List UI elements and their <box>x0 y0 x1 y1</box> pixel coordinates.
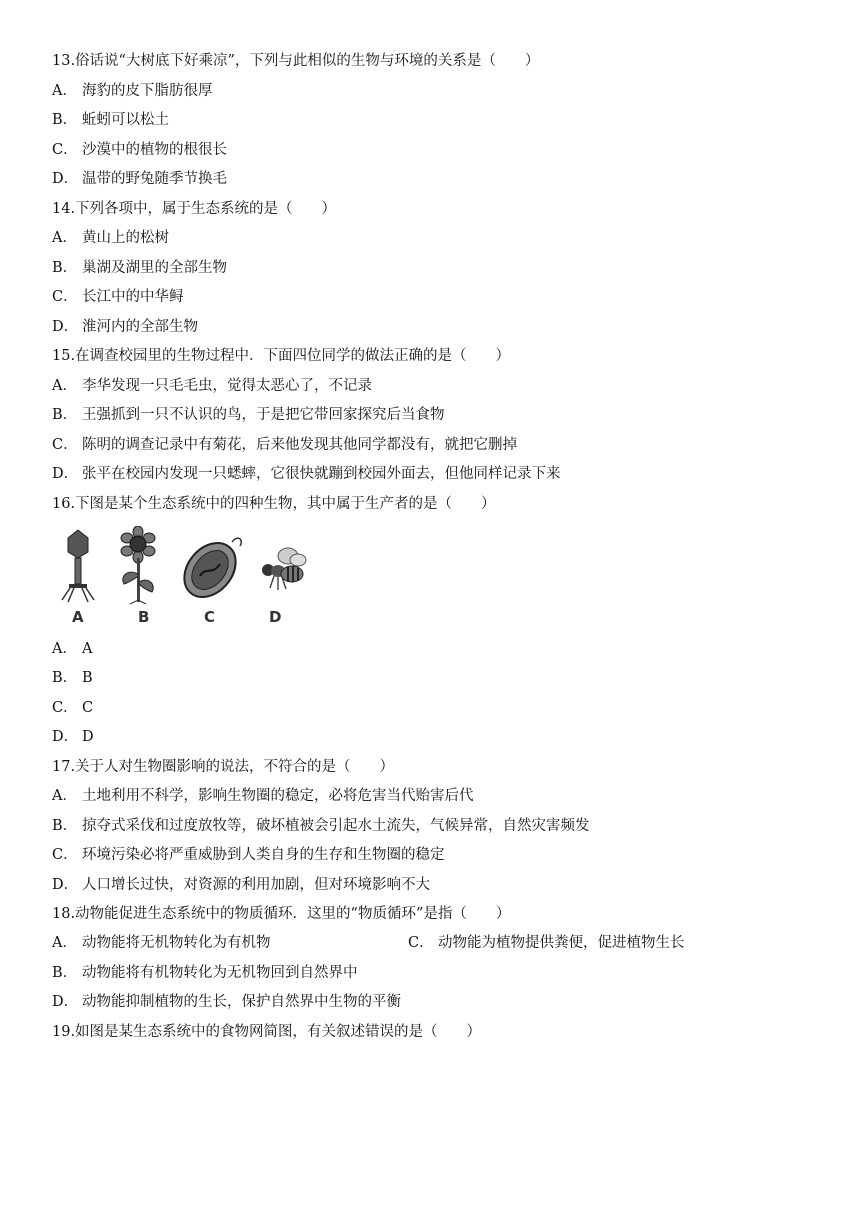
question-16-stem: 16.下图是某个生态系统中的四种生物，其中属于生产者的是（ ） <box>52 496 496 512</box>
q13-option-c: C． 沙漠中的植物的根很长 <box>52 142 227 158</box>
bacteriophage-illustration <box>60 528 96 604</box>
q15-option-d: D． 张平在校园内发现一只蟋蟀，它很快就蹦到校园外面去，但他同样记录下来 <box>52 466 561 482</box>
q17-option-a: A． 土地利用不科学，影响生物圈的稳定，必将危害当代贻害后代 <box>52 788 474 804</box>
q15-option-c: C． 陈明的调查记录中有菊花，后来他发现其他同学都没有，就把它删掉 <box>52 437 517 453</box>
sunflower-illustration <box>116 526 160 606</box>
question-14-stem: 14.下列各项中，属于生态系统的是（ ） <box>52 201 337 217</box>
question-15-stem: 15.在调查校园里的生物过程中．下面四位同学的做法正确的是（ ） <box>52 348 511 364</box>
q16-option-d: D． D <box>52 729 94 745</box>
q14-option-b: B． 巢湖及湖里的全部生物 <box>52 260 227 276</box>
question-13-stem: 13.俗话说“大树底下好乘凉”，下列与此相似的生物与环境的关系是（ ） <box>52 53 540 69</box>
q18-option-d: D． 动物能抑制植物的生长，保护自然界中生物的平衡 <box>52 994 401 1010</box>
q15-option-a: A． 李华发现一只毛毛虫，觉得太恶心了，不记录 <box>52 378 372 394</box>
q13-option-d: D． 温带的野兔随季节换毛 <box>52 171 227 187</box>
q16-option-b: B． B <box>52 670 93 686</box>
q14-option-d: D． 淮河内的全部生物 <box>52 319 198 335</box>
figure-label-a: A <box>72 608 84 626</box>
q15-option-b: B． 王强抓到一只不认识的鸟，于是把它带回家探究后当食物 <box>52 407 445 423</box>
q18-option-a: A． 动物能将无机物转化为有机物 <box>52 935 271 951</box>
q18-option-c: C． 动物能为植物提供粪便，促进植物生长 <box>408 935 685 951</box>
q13-option-b: B． 蚯蚓可以松土 <box>52 112 169 128</box>
figure-label-d: D <box>269 608 282 626</box>
bacterium-illustration <box>178 532 250 602</box>
organisms-figure <box>52 526 312 632</box>
q16-option-c: C． C <box>52 700 94 716</box>
question-17-stem: 17.关于人对生物圈影响的说法，不符合的是（ ） <box>52 759 395 775</box>
q14-option-c: C． 长江中的中华鲟 <box>52 289 184 305</box>
q17-option-d: D． 人口增长过快，对资源的利用加剧，但对环境影响不大 <box>52 877 430 893</box>
q13-option-a: A． 海豹的皮下脂肪很厚 <box>52 83 213 99</box>
q16-option-a: A． A <box>52 641 93 657</box>
figure-label-c: C <box>204 608 216 626</box>
figure-label-b: B <box>138 608 150 626</box>
q18-option-b: B． 动物能将有机物转化为无机物回到自然界中 <box>52 965 358 981</box>
question-18-stem: 18.动物能促进生态系统中的物质循环．这里的“物质循环”是指（ ） <box>52 906 511 922</box>
q17-option-c: C． 环境污染必将严重威胁到人类自身的生存和生物圈的稳定 <box>52 847 445 863</box>
q14-option-a: A． 黄山上的松树 <box>52 230 169 246</box>
question-19-stem: 19.如图是某生态系统中的食物网简图，有关叙述错误的是（ ） <box>52 1024 482 1040</box>
q17-option-b: B． 掠夺式采伐和过度放牧等，破坏植被会引起水土流失，气候异常，自然灾害频发 <box>52 818 590 834</box>
bee-illustration <box>258 544 308 596</box>
